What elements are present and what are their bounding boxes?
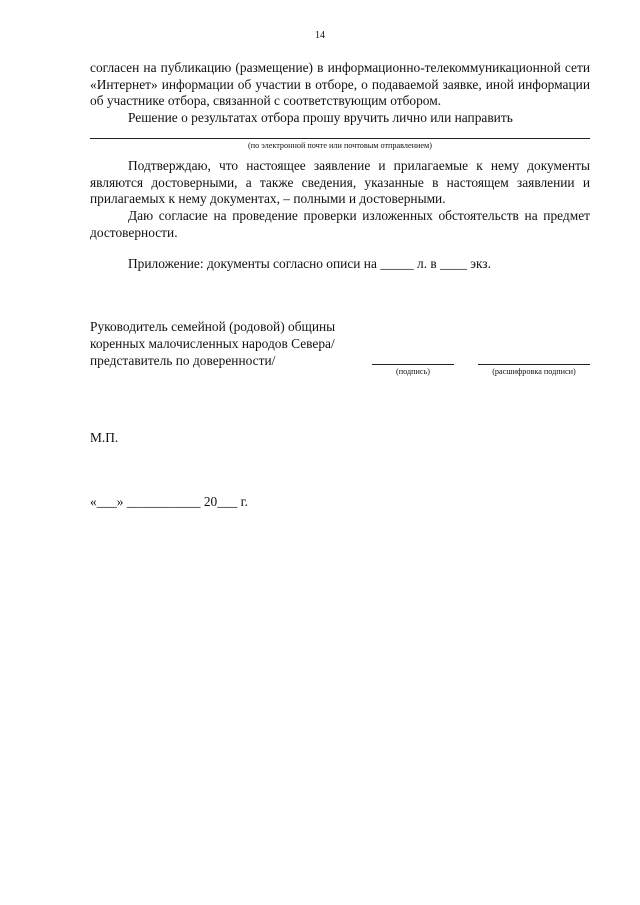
decision-line-wrapper [90, 110, 590, 127]
signature-underline [372, 364, 454, 365]
confirm-paragraph: Подтверждаю, что настоящее заявление и прилагаемые к нему документы являются достоверными, а также сведения, указанные в настоящем заявлении и прилагаемых к нему документах, – полными и достоверными. [90, 158, 590, 207]
page-number: 14 [315, 30, 325, 41]
signatory-line-1: Руководитель семейной (родовой) общины [90, 319, 336, 334]
signatory-line-2: коренных малочисленных народов Севера/ [90, 336, 335, 351]
verify-paragraph-wrapper [90, 208, 590, 241]
decision-line: Решение о результатах отбора прошу вручить лично или направить [128, 110, 513, 125]
decoding-label: (расшифровка подписи) [492, 367, 576, 376]
stamp-label: М.П. [90, 430, 119, 445]
confirm-paragraph-wrapper [90, 158, 590, 208]
signatory-line-3: представитель по доверенности/ [90, 353, 276, 368]
date-line: «___» ___________ 20___ г. [90, 494, 248, 509]
decision-hint: (по электронной почте или почтовым отправлением) [248, 141, 432, 150]
decision-underline [90, 138, 590, 139]
attachment-wrapper [90, 256, 590, 273]
signature-label: (подпись) [396, 367, 430, 376]
consent-paragraph: согласен на публикацию (размещение) в информационно-телекоммуникационной сети «Интернет» информации об участии в отборе, о подаваемой заявке, иной информации об участнике отбора, связанной с соответствующим отбором. [90, 60, 590, 109]
verify-paragraph: Даю согласие на проведение проверки изложенных обстоятельств на предмет достоверности. [90, 208, 590, 240]
signatory-block [90, 318, 335, 369]
attachment-line: Приложение: документы согласно описи на _____ л. в ____ экз. [128, 256, 491, 271]
decoding-underline [478, 364, 590, 365]
